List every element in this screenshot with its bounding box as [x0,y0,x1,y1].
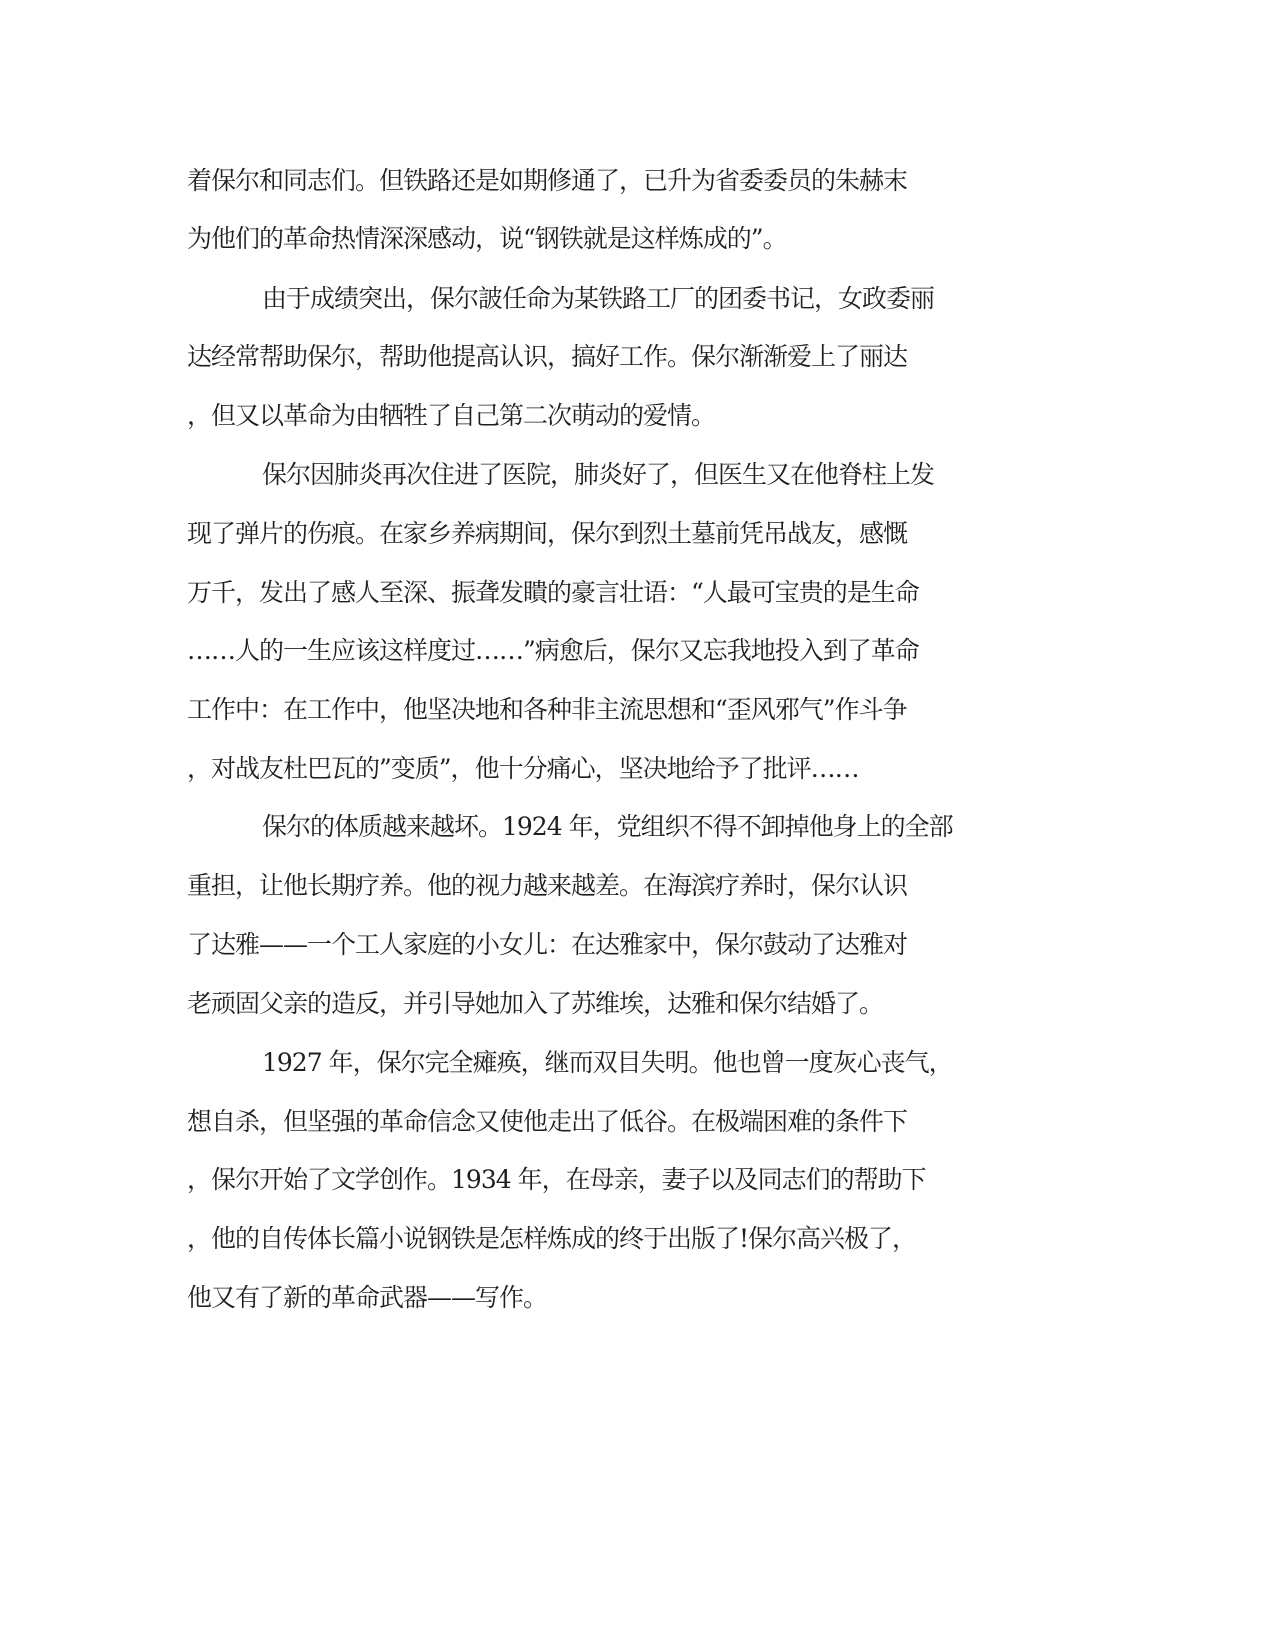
paragraph-start-line: 1927 年，保尔完全瘫痪，继而双目失明。他也曾一度灰心丧气， [262,1048,953,1077]
paragraph-start-line: 由于成绩突出，保尔詖任命为某铁路工厂的团委书记，女政委丽 [262,284,935,313]
text-line: 着保尔和同志们。但铁路还是如期修通了，已升为省委委员的朱赫末 [187,166,908,195]
text-line: 工作中：在工作中，他坚决地和各种非主流思想和“歪风邪气”作斗争 [187,695,907,724]
text-line: 重担，让他长期疗养。他的视力越来越差。在海滨疗养时，保尔认识 [187,871,908,900]
text-line: ，保尔开始了文学创作。1934 年，在母亲，妻子以及同志们的帮助下 [187,1165,926,1194]
text-line: 为他们的革命热情深深感动，说“钢铁就是这样炼成的”。 [187,224,787,253]
text-line: 万千，发出了感人至深、振聋发瞶的豪言壮语：“人最可宝贵的是生命 [187,578,919,607]
paragraph-start-line: 保尔的体质越来越坏。1924 年，党组织不得不卸掉他身上的全部 [262,812,953,841]
text-line: 想自杀，但坚强的革命信念又使他走出了低谷。在极端困难的条件下 [187,1107,908,1136]
text-line: ，对战友杜巴瓦的”变质”，他十分痛心，坚决地给予了批评…… [187,754,859,783]
text-line: 老顽固父亲的造反，并引导她加入了苏维埃，达雅和保尔结婚了。 [187,989,884,1018]
text-line: ，但又以革命为由牺牲了自己第二次萌动的爱情。 [187,401,716,430]
text-line: 他又有了新的革命武器——写作。 [187,1283,548,1312]
paragraph-start-line: 保尔因肺炎再次住进了医院，肺炎好了，但医生又在他脊柱上发 [262,460,935,489]
text-line: 达经常帮助保尔，帮助他提高认识，搞好工作。保尔渐渐爱上了丽达 [187,342,908,371]
text-line: ，他的自传体长篇小说钢铁是怎样炼成的终于出版了!保尔高兴极了， [187,1224,917,1253]
text-line: 现了弹片的伤痕。在家乡养病期间，保尔到烈土墓前凭吊战友，感慨 [187,519,908,548]
text-line: 了达雅——一个工人家庭的小女儿：在达雅家中，保尔鼓动了达雅对 [187,930,908,959]
text-line: ……人的一生应该这样度过……”病愈后，保尔又忘我地投入到了革命 [187,636,919,665]
